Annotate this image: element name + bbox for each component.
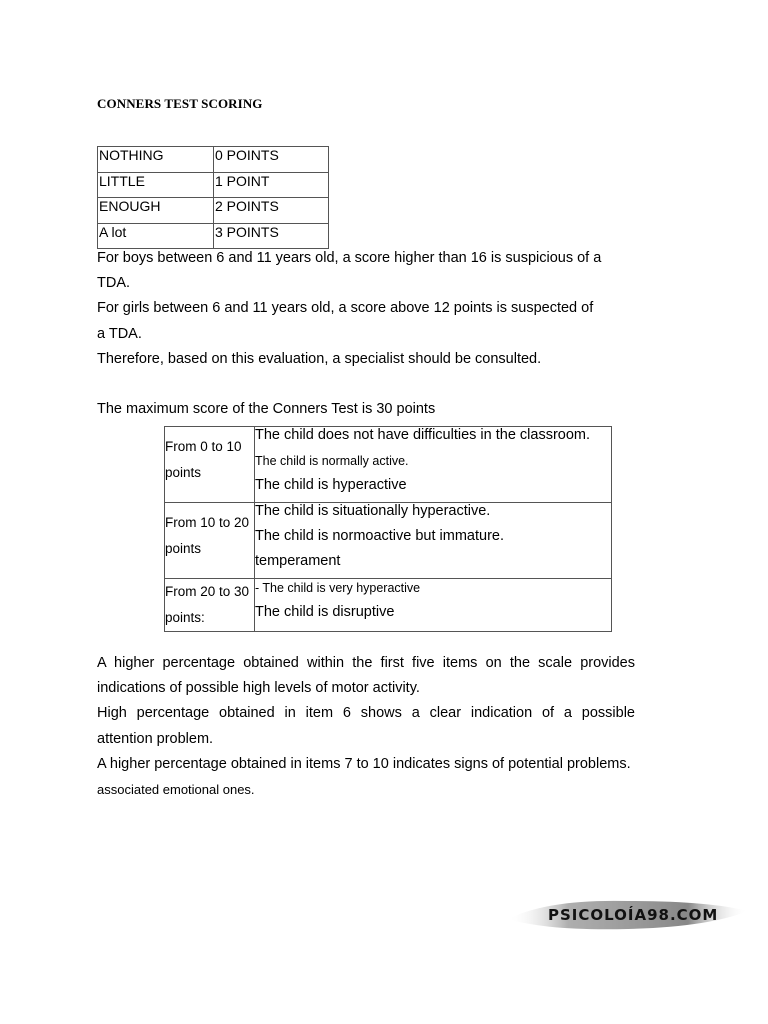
table-row <box>165 503 612 579</box>
description-line: - The child is very hyperactive <box>255 581 421 595</box>
table-row <box>98 172 329 198</box>
table-cell: 3 POINTS <box>214 223 329 249</box>
text-line: indications of possible high levels of motor activity. <box>97 680 420 697</box>
table-cell: LITTLE <box>98 172 214 198</box>
table-row <box>98 223 329 249</box>
description-line: temperament <box>255 553 341 569</box>
text-line: For boys between 6 and 11 years old, a score higher than 16 is suspicious of a <box>97 250 602 266</box>
text-line: A higher percentage obtained within the first five items on the scale provides <box>97 655 635 671</box>
description-line: The child is situationally hyperactive. <box>255 503 491 519</box>
text-line: For girls between 6 and 11 years old, a score above 12 points is suspected of <box>97 300 594 317</box>
table-cell: 1 POINT <box>214 172 329 198</box>
table-row <box>98 198 329 224</box>
description-line: The child is normoactive but immature. <box>255 528 505 544</box>
description-line: The child is normally active. <box>255 454 409 468</box>
range-cell <box>165 579 255 632</box>
table-cell: 0 POINTS <box>214 147 329 173</box>
text-line: A higher percentage obtained in items 7 to 10 indicates signs of potential problems. <box>97 755 631 772</box>
text-line: High percentage obtained in item 6 shows a clear indication of a possible <box>97 705 635 722</box>
table-cell: ENOUGH <box>98 198 214 224</box>
range-label: From 20 to 30 <box>165 584 250 599</box>
range-label: points <box>165 541 202 556</box>
range-cell <box>165 427 255 503</box>
text-line: The maximum score of the Conners Test is 30 points <box>97 401 436 417</box>
description-cell <box>255 503 612 579</box>
table-row <box>165 427 612 503</box>
text-line: a TDA. <box>97 325 142 342</box>
max-score-line <box>97 397 435 422</box>
description-line: The child does not have difficulties in the classroom. <box>255 427 591 443</box>
text-line: attention problem. <box>97 730 214 747</box>
description-cell <box>255 579 612 632</box>
table-cell: NOTHING <box>98 147 214 173</box>
criteria-paragraph <box>97 246 601 372</box>
description-line: The child is disruptive <box>255 604 395 620</box>
table-cell: 2 POINTS <box>214 198 329 224</box>
description-cell <box>255 427 612 503</box>
interpretation-paragraph <box>97 651 635 802</box>
points-table <box>97 146 329 249</box>
range-label: From 10 to 20 <box>165 515 250 530</box>
table-cell: A lot <box>98 223 214 249</box>
score-scale-table <box>164 426 612 632</box>
description-line: The child is hyperactive <box>255 477 407 493</box>
document-title: CONNERS TEST SCORING <box>97 96 263 111</box>
range-label: points: <box>165 610 205 625</box>
range-label: points <box>165 465 202 480</box>
table-row <box>165 579 612 632</box>
range-cell <box>165 503 255 579</box>
range-label: From 0 to 10 <box>165 439 242 454</box>
text-line: associated emotional ones. <box>97 782 255 798</box>
text-line: TDA. <box>97 275 131 292</box>
logo-text: PSICOLOÍA98.COM <box>548 906 719 924</box>
table-row <box>98 147 329 173</box>
text-line: Therefore, based on this evaluation, a specialist should be consulted. <box>97 350 542 367</box>
